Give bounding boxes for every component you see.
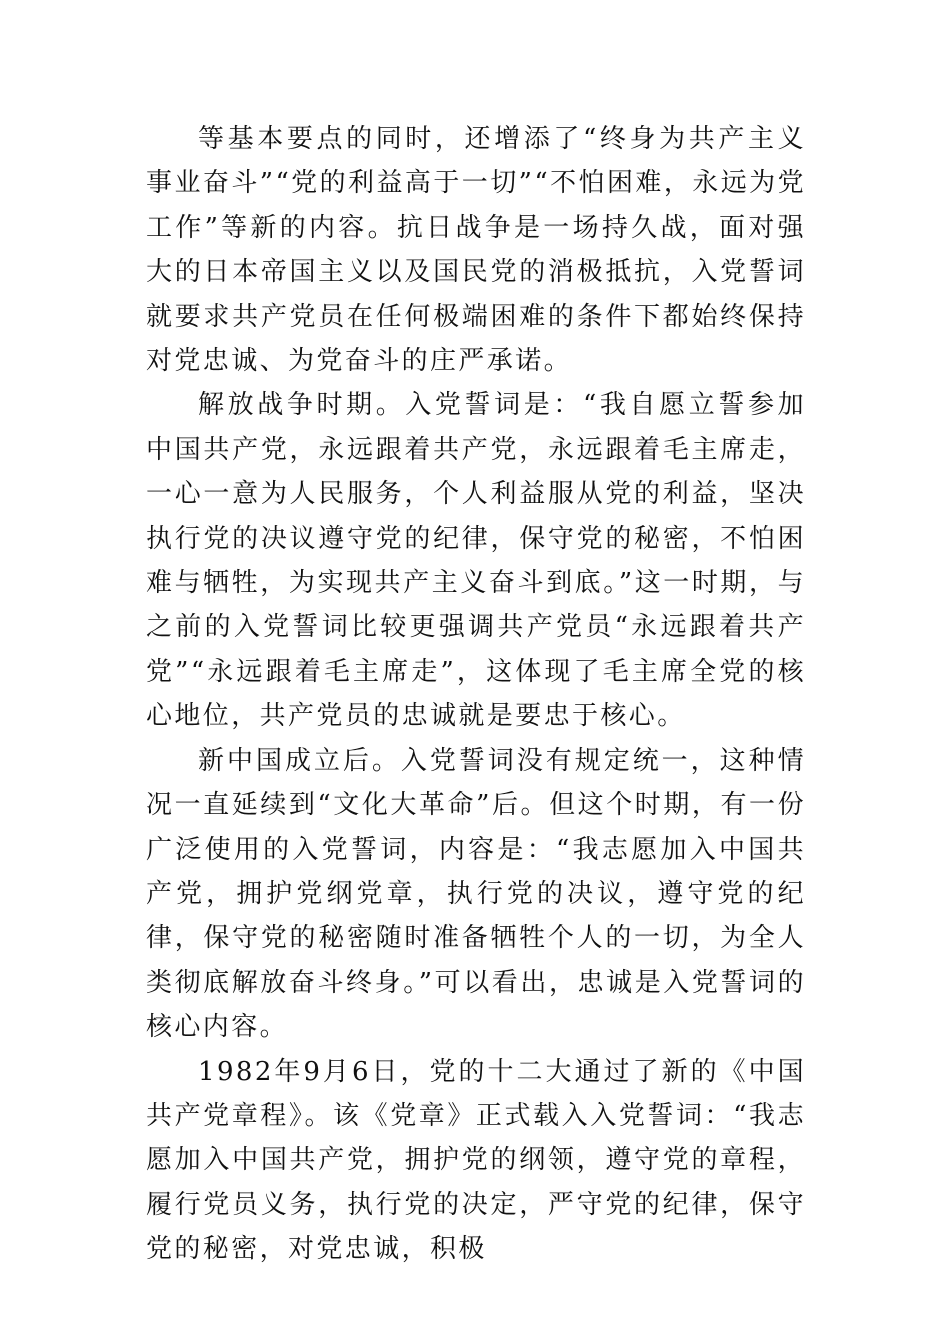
paragraph-3: 新中国成立后。入党誓词没有规定统一，这种情况一直延续到“文化大革命”后。但这个时期，有一份广泛使用的入党誓词，内容是：“我志愿加入中国共产党，拥护党纲党章，执行党的决议，遵守党的纪律，保守党的秘密随时准备牺牲个人的一切，为全人类彻底解放奋斗终身。”可以看出，忠诚是入党誓词的核心内容。 (146, 745, 806, 1043)
paragraph-4: 1982年9月6日，党的十二大通过了新的《中国共产党章程》。该《党章》正式载入入党誓词：“我志愿加入中国共产党，拥护党的纲领，遵守党的章程，履行党员义务，执行党的决定，严守党的纪律，保守党的秘密，对党忠诚，积极 (146, 1056, 806, 1265)
document-body (146, 117, 806, 1272)
paragraph-1: 等基本要点的同时，还增添了“终身为共产主义事业奋斗”“党的利益高于一切”“不怕困难，永远为党工作”等新的内容。抗日战争是一场持久战，面对强大的日本帝国主义以及国民党的消极抵抗，入党誓词就要求共产党员在任何极端困难的条件下都始终保持对党忠诚、为党奋斗的庄严承诺。 (146, 124, 806, 377)
paragraph-2: 解放战争时期。入党誓词是：“我自愿立誓参加中国共产党，永远跟着共产党，永远跟着毛主席走，一心一意为人民服务，个人利益服从党的利益，坚决执行党的决议遵守党的纪律，保守党的秘密，不怕困难与牺牲，为实现共产主义奋斗到底。”这一时期，与之前的入党誓词比较更强调共产党员“永远跟着共产党”“永远跟着毛主席走”，这体现了毛主席全党的核心地位，共产党员的忠诚就是要忠于核心。 (146, 390, 806, 732)
